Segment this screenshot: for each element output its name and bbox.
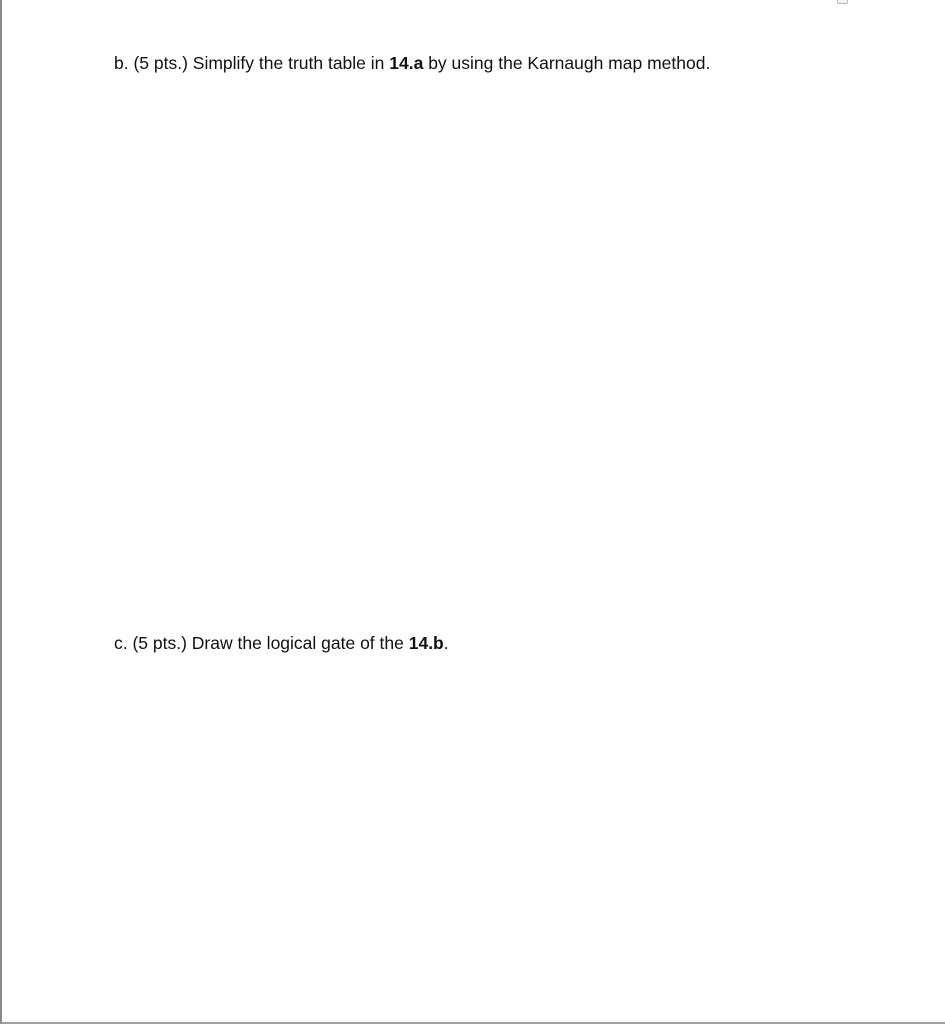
question-b-reference: 14.a [389, 53, 424, 73]
page-corner-marker-icon [837, 0, 848, 4]
question-c-reference: 14.b [408, 633, 444, 653]
question-b-text-end: by using the Karnaugh map method. [423, 53, 711, 73]
question-b-text: b. (5 pts.) Simplify the truth table in [114, 53, 390, 73]
question-c-text-end: . [443, 633, 449, 653]
question-c [114, 632, 449, 654]
question-c-text: c. (5 pts.) Draw the logical gate of the [114, 633, 409, 653]
question-b [114, 52, 710, 74]
